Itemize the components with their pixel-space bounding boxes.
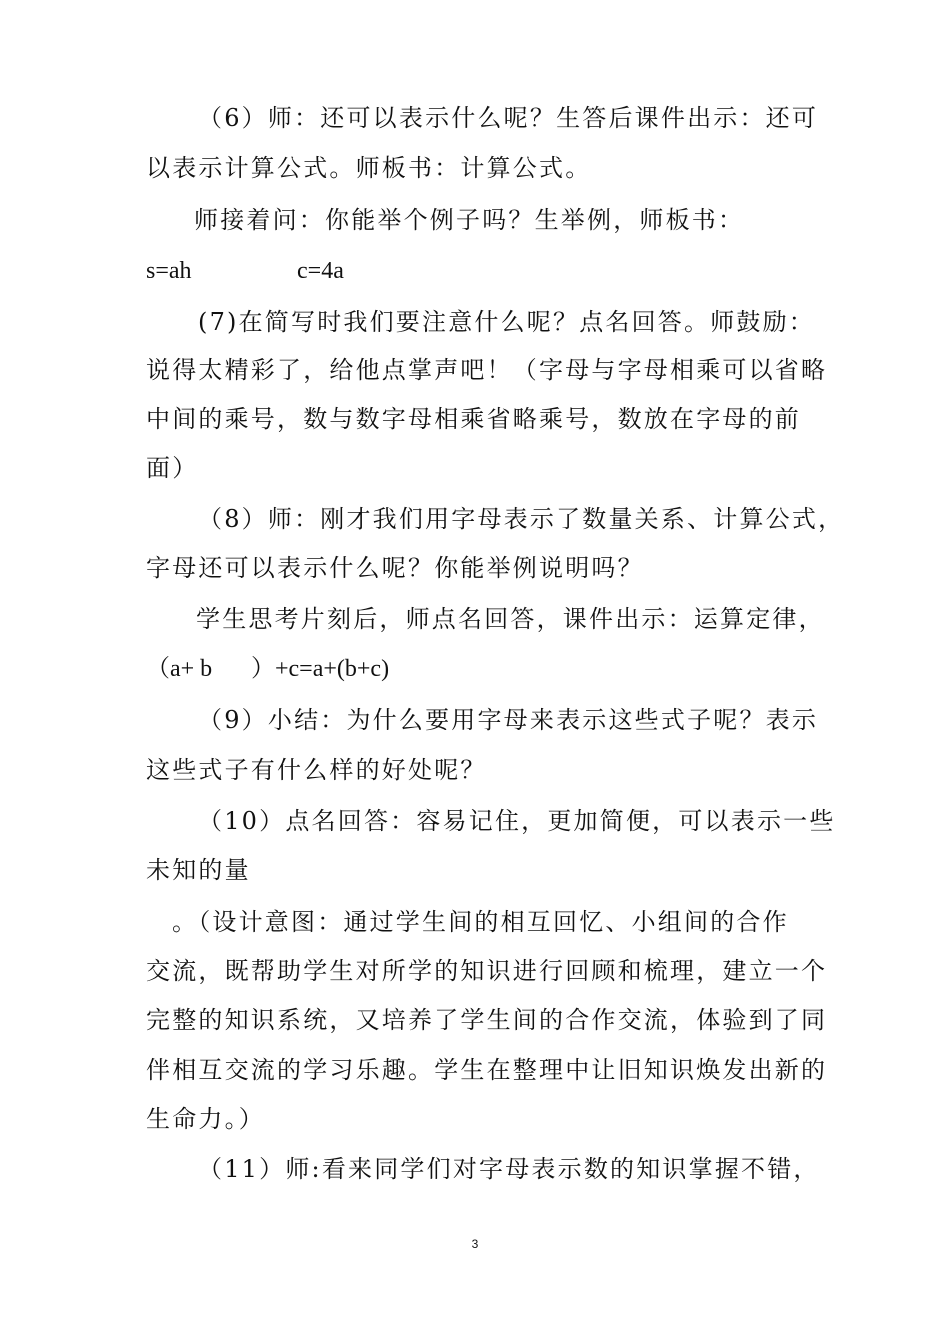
formula-law-part2: ）+c=a+(b+c) bbox=[251, 656, 390, 682]
page-number: 3 bbox=[471, 1237, 479, 1251]
design-intent-line-3: 完整的知识系统，又培养了学生间的合作交流，体验到了同 bbox=[146, 1006, 828, 1034]
paragraph-8-line-2: 字母还可以表示什么呢？你能举例说明吗？ bbox=[146, 554, 644, 582]
paragraph-9-line-2: 这些式子有什么样的好处呢？ bbox=[146, 756, 487, 784]
formula-perimeter: c=4a bbox=[297, 258, 344, 284]
example-prompt-line: 师接着问：你能举个例子吗？生举例，师板书： bbox=[194, 206, 745, 234]
paragraph-10-line-1: （10）点名回答：容易记住，更加简便，可以表示一些 bbox=[198, 807, 836, 835]
design-intent-line-1: 。（设计意图：通过学生间的相互回忆、小组间的合作 bbox=[172, 908, 789, 936]
paragraph-7-line-3: 中间的乘号，数与数字母相乘省略乘号，数放在字母的前 bbox=[146, 405, 801, 433]
design-intent-line-2: 交流，既帮助学生对所学的知识进行回顾和梳理，建立一个 bbox=[146, 957, 828, 985]
design-intent-line-5: 生命力。） bbox=[146, 1105, 265, 1133]
paragraph-6-line-2: 以表示计算公式。师板书：计算公式。 bbox=[146, 154, 592, 182]
paragraph-11-line-1: （11）师:看来同学们对字母表示数的知识掌握不错， bbox=[198, 1155, 820, 1183]
paragraph-9-line-1: （9）小结：为什么要用字母来表示这些式子呢？表示 bbox=[198, 706, 819, 734]
paragraph-7-line-1: (7)在简写时我们要注意什么呢？点名回答。师鼓励： bbox=[198, 308, 815, 336]
formula-law-part1: （a+ b bbox=[146, 656, 213, 682]
paragraph-7-line-2: 说得太精彩了，给他点掌声吧！（字母与字母相乘可以省略 bbox=[146, 356, 828, 384]
formula-area: s=ah bbox=[146, 258, 192, 284]
paragraph-10-line-2: 未知的量 bbox=[146, 856, 251, 884]
design-intent-line-4: 伴相互交流的学习乐趣。学生在整理中让旧知识焕发出新的 bbox=[146, 1056, 828, 1084]
answer-line: 学生思考片刻后，师点名回答，课件出示：运算定律， bbox=[196, 605, 825, 633]
paragraph-8-line-1: （8）师：刚才我们用字母表示了数量关系、计算公式， bbox=[198, 505, 845, 533]
paragraph-7-line-4: 面） bbox=[146, 454, 199, 482]
paragraph-6-line-1: （6）师：还可以表示什么呢？生答后课件出示：还可 bbox=[198, 104, 819, 132]
